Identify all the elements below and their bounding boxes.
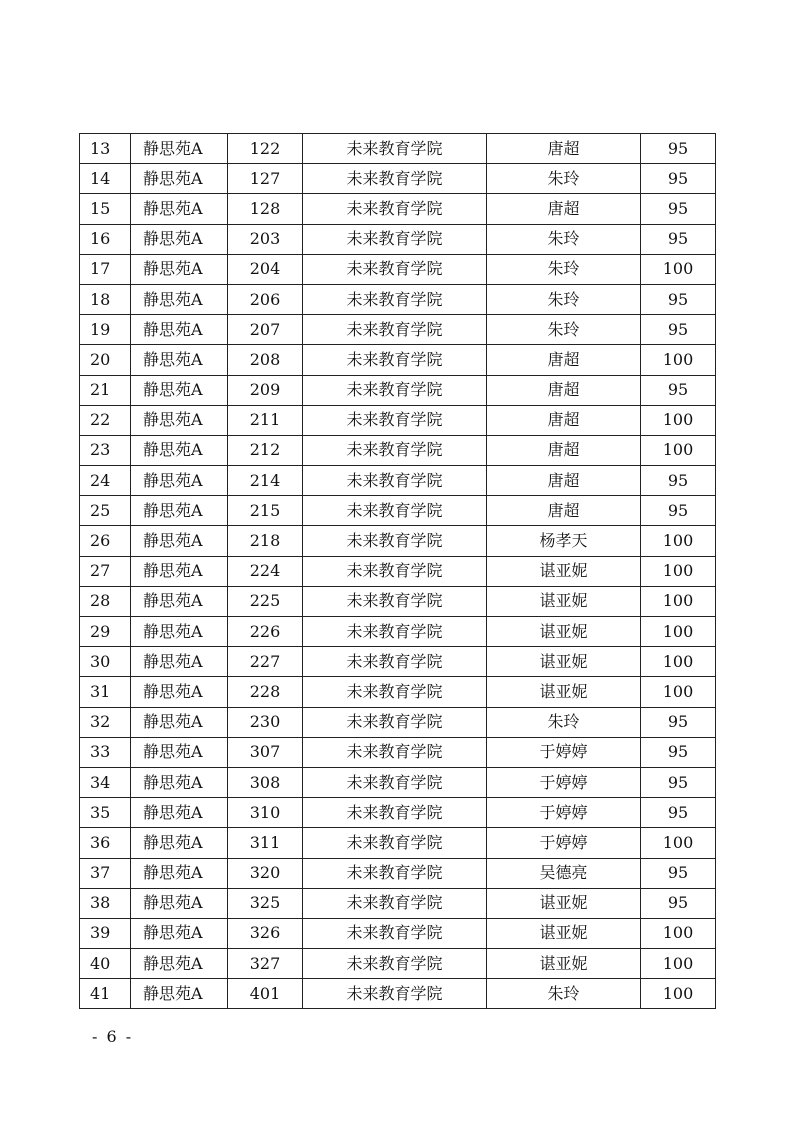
- table-row: [80, 315, 716, 345]
- row-index-cell: 16: [80, 224, 131, 254]
- score-cell: 100: [641, 526, 716, 556]
- counselor-cell: 谌亚妮: [487, 556, 641, 586]
- row-index-cell: 31: [80, 677, 131, 707]
- table-row: [80, 979, 716, 1009]
- room-number-cell: 203: [228, 224, 303, 254]
- room-number-cell: 209: [228, 375, 303, 405]
- room-number-cell: 226: [228, 617, 303, 647]
- building-cell: 静思苑A: [131, 284, 228, 314]
- room-number-cell: 327: [228, 949, 303, 979]
- counselor-cell: 朱玲: [487, 224, 641, 254]
- score-cell: 100: [641, 556, 716, 586]
- score-cell: 95: [641, 888, 716, 918]
- building-cell: 静思苑A: [131, 345, 228, 375]
- table-row: [80, 707, 716, 737]
- building-cell: 静思苑A: [131, 677, 228, 707]
- counselor-cell: 于婷婷: [487, 828, 641, 858]
- college-cell: 未来教育学院: [303, 767, 487, 797]
- score-cell: 95: [641, 466, 716, 496]
- row-index-cell: 20: [80, 345, 131, 375]
- room-number-cell: 212: [228, 435, 303, 465]
- building-cell: 静思苑A: [131, 224, 228, 254]
- building-cell: 静思苑A: [131, 979, 228, 1009]
- table-row: [80, 526, 716, 556]
- building-cell: 静思苑A: [131, 858, 228, 888]
- row-index-cell: 41: [80, 979, 131, 1009]
- room-number-cell: 208: [228, 345, 303, 375]
- table-row: [80, 375, 716, 405]
- college-cell: 未来教育学院: [303, 526, 487, 556]
- building-cell: 静思苑A: [131, 194, 228, 224]
- score-cell: 100: [641, 647, 716, 677]
- college-cell: 未来教育学院: [303, 707, 487, 737]
- college-cell: 未来教育学院: [303, 435, 487, 465]
- row-index-cell: 36: [80, 828, 131, 858]
- row-index-cell: 18: [80, 284, 131, 314]
- building-cell: 静思苑A: [131, 405, 228, 435]
- score-cell: 100: [641, 979, 716, 1009]
- college-cell: 未来教育学院: [303, 617, 487, 647]
- room-number-cell: 128: [228, 194, 303, 224]
- building-cell: 静思苑A: [131, 556, 228, 586]
- building-cell: 静思苑A: [131, 466, 228, 496]
- table-row: [80, 949, 716, 979]
- score-cell: 100: [641, 405, 716, 435]
- table-row: [80, 617, 716, 647]
- row-index-cell: 13: [80, 134, 131, 164]
- row-index-cell: 27: [80, 556, 131, 586]
- building-cell: 静思苑A: [131, 375, 228, 405]
- counselor-cell: 谌亚妮: [487, 949, 641, 979]
- college-cell: 未来教育学院: [303, 949, 487, 979]
- score-cell: 100: [641, 345, 716, 375]
- counselor-cell: 谌亚妮: [487, 617, 641, 647]
- score-cell: 100: [641, 677, 716, 707]
- table-row: [80, 466, 716, 496]
- row-index-cell: 32: [80, 707, 131, 737]
- row-index-cell: 23: [80, 435, 131, 465]
- counselor-cell: 杨孝天: [487, 526, 641, 556]
- row-index-cell: 17: [80, 254, 131, 284]
- counselor-cell: 朱玲: [487, 164, 641, 194]
- table-row: [80, 496, 716, 526]
- row-index-cell: 34: [80, 767, 131, 797]
- table-row: [80, 767, 716, 797]
- college-cell: 未来教育学院: [303, 496, 487, 526]
- counselor-cell: 朱玲: [487, 315, 641, 345]
- college-cell: 未来教育学院: [303, 466, 487, 496]
- row-index-cell: 37: [80, 858, 131, 888]
- room-number-cell: 225: [228, 586, 303, 616]
- score-cell: 100: [641, 617, 716, 647]
- room-number-cell: 326: [228, 918, 303, 948]
- room-number-cell: 224: [228, 556, 303, 586]
- score-cell: 95: [641, 798, 716, 828]
- college-cell: 未来教育学院: [303, 918, 487, 948]
- score-cell: 100: [641, 435, 716, 465]
- room-number-cell: 310: [228, 798, 303, 828]
- building-cell: 静思苑A: [131, 647, 228, 677]
- college-cell: 未来教育学院: [303, 586, 487, 616]
- row-index-cell: 21: [80, 375, 131, 405]
- counselor-cell: 谌亚妮: [487, 888, 641, 918]
- counselor-cell: 谌亚妮: [487, 586, 641, 616]
- counselor-cell: 谌亚妮: [487, 918, 641, 948]
- score-cell: 95: [641, 707, 716, 737]
- college-cell: 未来教育学院: [303, 405, 487, 435]
- table-body: [80, 134, 716, 1009]
- score-cell: 100: [641, 949, 716, 979]
- table-row: [80, 858, 716, 888]
- college-cell: 未来教育学院: [303, 134, 487, 164]
- score-cell: 100: [641, 586, 716, 616]
- college-cell: 未来教育学院: [303, 737, 487, 767]
- counselor-cell: 唐超: [487, 405, 641, 435]
- room-number-cell: 214: [228, 466, 303, 496]
- row-index-cell: 19: [80, 315, 131, 345]
- counselor-cell: 于婷婷: [487, 767, 641, 797]
- college-cell: 未来教育学院: [303, 194, 487, 224]
- counselor-cell: 朱玲: [487, 707, 641, 737]
- score-cell: 95: [641, 134, 716, 164]
- college-cell: 未来教育学院: [303, 798, 487, 828]
- room-number-cell: 325: [228, 888, 303, 918]
- college-cell: 未来教育学院: [303, 979, 487, 1009]
- college-cell: 未来教育学院: [303, 828, 487, 858]
- building-cell: 静思苑A: [131, 767, 228, 797]
- score-cell: 95: [641, 858, 716, 888]
- score-cell: 100: [641, 918, 716, 948]
- table-row: [80, 164, 716, 194]
- building-cell: 静思苑A: [131, 949, 228, 979]
- table-row: [80, 828, 716, 858]
- college-cell: 未来教育学院: [303, 677, 487, 707]
- counselor-cell: 朱玲: [487, 979, 641, 1009]
- table-row: [80, 918, 716, 948]
- row-index-cell: 39: [80, 918, 131, 948]
- building-cell: 静思苑A: [131, 586, 228, 616]
- table-row: [80, 586, 716, 616]
- counselor-cell: 于婷婷: [487, 737, 641, 767]
- college-cell: 未来教育学院: [303, 224, 487, 254]
- table-row: [80, 798, 716, 828]
- room-number-cell: 401: [228, 979, 303, 1009]
- college-cell: 未来教育学院: [303, 345, 487, 375]
- table-row: [80, 134, 716, 164]
- counselor-cell: 唐超: [487, 194, 641, 224]
- row-index-cell: 25: [80, 496, 131, 526]
- table-row: [80, 224, 716, 254]
- building-cell: 静思苑A: [131, 315, 228, 345]
- building-cell: 静思苑A: [131, 798, 228, 828]
- row-index-cell: 24: [80, 466, 131, 496]
- building-cell: 静思苑A: [131, 435, 228, 465]
- table-row: [80, 888, 716, 918]
- score-cell: 95: [641, 315, 716, 345]
- table-row: [80, 556, 716, 586]
- building-cell: 静思苑A: [131, 134, 228, 164]
- score-cell: 95: [641, 164, 716, 194]
- college-cell: 未来教育学院: [303, 375, 487, 405]
- counselor-cell: 唐超: [487, 134, 641, 164]
- counselor-cell: 唐超: [487, 375, 641, 405]
- building-cell: 静思苑A: [131, 254, 228, 284]
- counselor-cell: 朱玲: [487, 254, 641, 284]
- table-row: [80, 405, 716, 435]
- row-index-cell: 40: [80, 949, 131, 979]
- college-cell: 未来教育学院: [303, 284, 487, 314]
- score-cell: 95: [641, 375, 716, 405]
- room-number-cell: 207: [228, 315, 303, 345]
- room-number-cell: 311: [228, 828, 303, 858]
- building-cell: 静思苑A: [131, 918, 228, 948]
- building-cell: 静思苑A: [131, 828, 228, 858]
- score-cell: 95: [641, 224, 716, 254]
- room-number-cell: 320: [228, 858, 303, 888]
- score-cell: 100: [641, 828, 716, 858]
- table-row: [80, 345, 716, 375]
- room-number-cell: 307: [228, 737, 303, 767]
- college-cell: 未来教育学院: [303, 254, 487, 284]
- room-number-cell: 204: [228, 254, 303, 284]
- table-row: [80, 284, 716, 314]
- row-index-cell: 29: [80, 617, 131, 647]
- counselor-cell: 唐超: [487, 345, 641, 375]
- row-index-cell: 14: [80, 164, 131, 194]
- table-row: [80, 194, 716, 224]
- row-index-cell: 28: [80, 586, 131, 616]
- college-cell: 未来教育学院: [303, 315, 487, 345]
- counselor-cell: 朱玲: [487, 284, 641, 314]
- table-row: [80, 677, 716, 707]
- college-cell: 未来教育学院: [303, 647, 487, 677]
- building-cell: 静思苑A: [131, 888, 228, 918]
- row-index-cell: 30: [80, 647, 131, 677]
- counselor-cell: 于婷婷: [487, 798, 641, 828]
- room-number-cell: 227: [228, 647, 303, 677]
- room-number-cell: 228: [228, 677, 303, 707]
- college-cell: 未来教育学院: [303, 556, 487, 586]
- college-cell: 未来教育学院: [303, 888, 487, 918]
- row-index-cell: 38: [80, 888, 131, 918]
- room-number-cell: 308: [228, 767, 303, 797]
- table-row: [80, 647, 716, 677]
- row-index-cell: 15: [80, 194, 131, 224]
- counselor-cell: 唐超: [487, 435, 641, 465]
- room-number-cell: 206: [228, 284, 303, 314]
- college-cell: 未来教育学院: [303, 858, 487, 888]
- room-number-cell: 211: [228, 405, 303, 435]
- table-row: [80, 435, 716, 465]
- row-index-cell: 35: [80, 798, 131, 828]
- row-index-cell: 33: [80, 737, 131, 767]
- building-cell: 静思苑A: [131, 707, 228, 737]
- score-cell: 95: [641, 194, 716, 224]
- room-number-cell: 122: [228, 134, 303, 164]
- counselor-cell: 吴德亮: [487, 858, 641, 888]
- row-index-cell: 22: [80, 405, 131, 435]
- college-cell: 未来教育学院: [303, 164, 487, 194]
- dormitory-score-table: [79, 133, 716, 1009]
- building-cell: 静思苑A: [131, 737, 228, 767]
- score-cell: 100: [641, 254, 716, 284]
- counselor-cell: 谌亚妮: [487, 677, 641, 707]
- score-cell: 95: [641, 737, 716, 767]
- score-cell: 95: [641, 284, 716, 314]
- room-number-cell: 127: [228, 164, 303, 194]
- table-row: [80, 737, 716, 767]
- building-cell: 静思苑A: [131, 164, 228, 194]
- counselor-cell: 唐超: [487, 496, 641, 526]
- table-row: [80, 254, 716, 284]
- score-cell: 95: [641, 496, 716, 526]
- page-number: - 6 -: [92, 1027, 134, 1046]
- room-number-cell: 215: [228, 496, 303, 526]
- counselor-cell: 谌亚妮: [487, 647, 641, 677]
- room-number-cell: 230: [228, 707, 303, 737]
- score-cell: 95: [641, 767, 716, 797]
- building-cell: 静思苑A: [131, 526, 228, 556]
- counselor-cell: 唐超: [487, 466, 641, 496]
- row-index-cell: 26: [80, 526, 131, 556]
- building-cell: 静思苑A: [131, 617, 228, 647]
- room-number-cell: 218: [228, 526, 303, 556]
- building-cell: 静思苑A: [131, 496, 228, 526]
